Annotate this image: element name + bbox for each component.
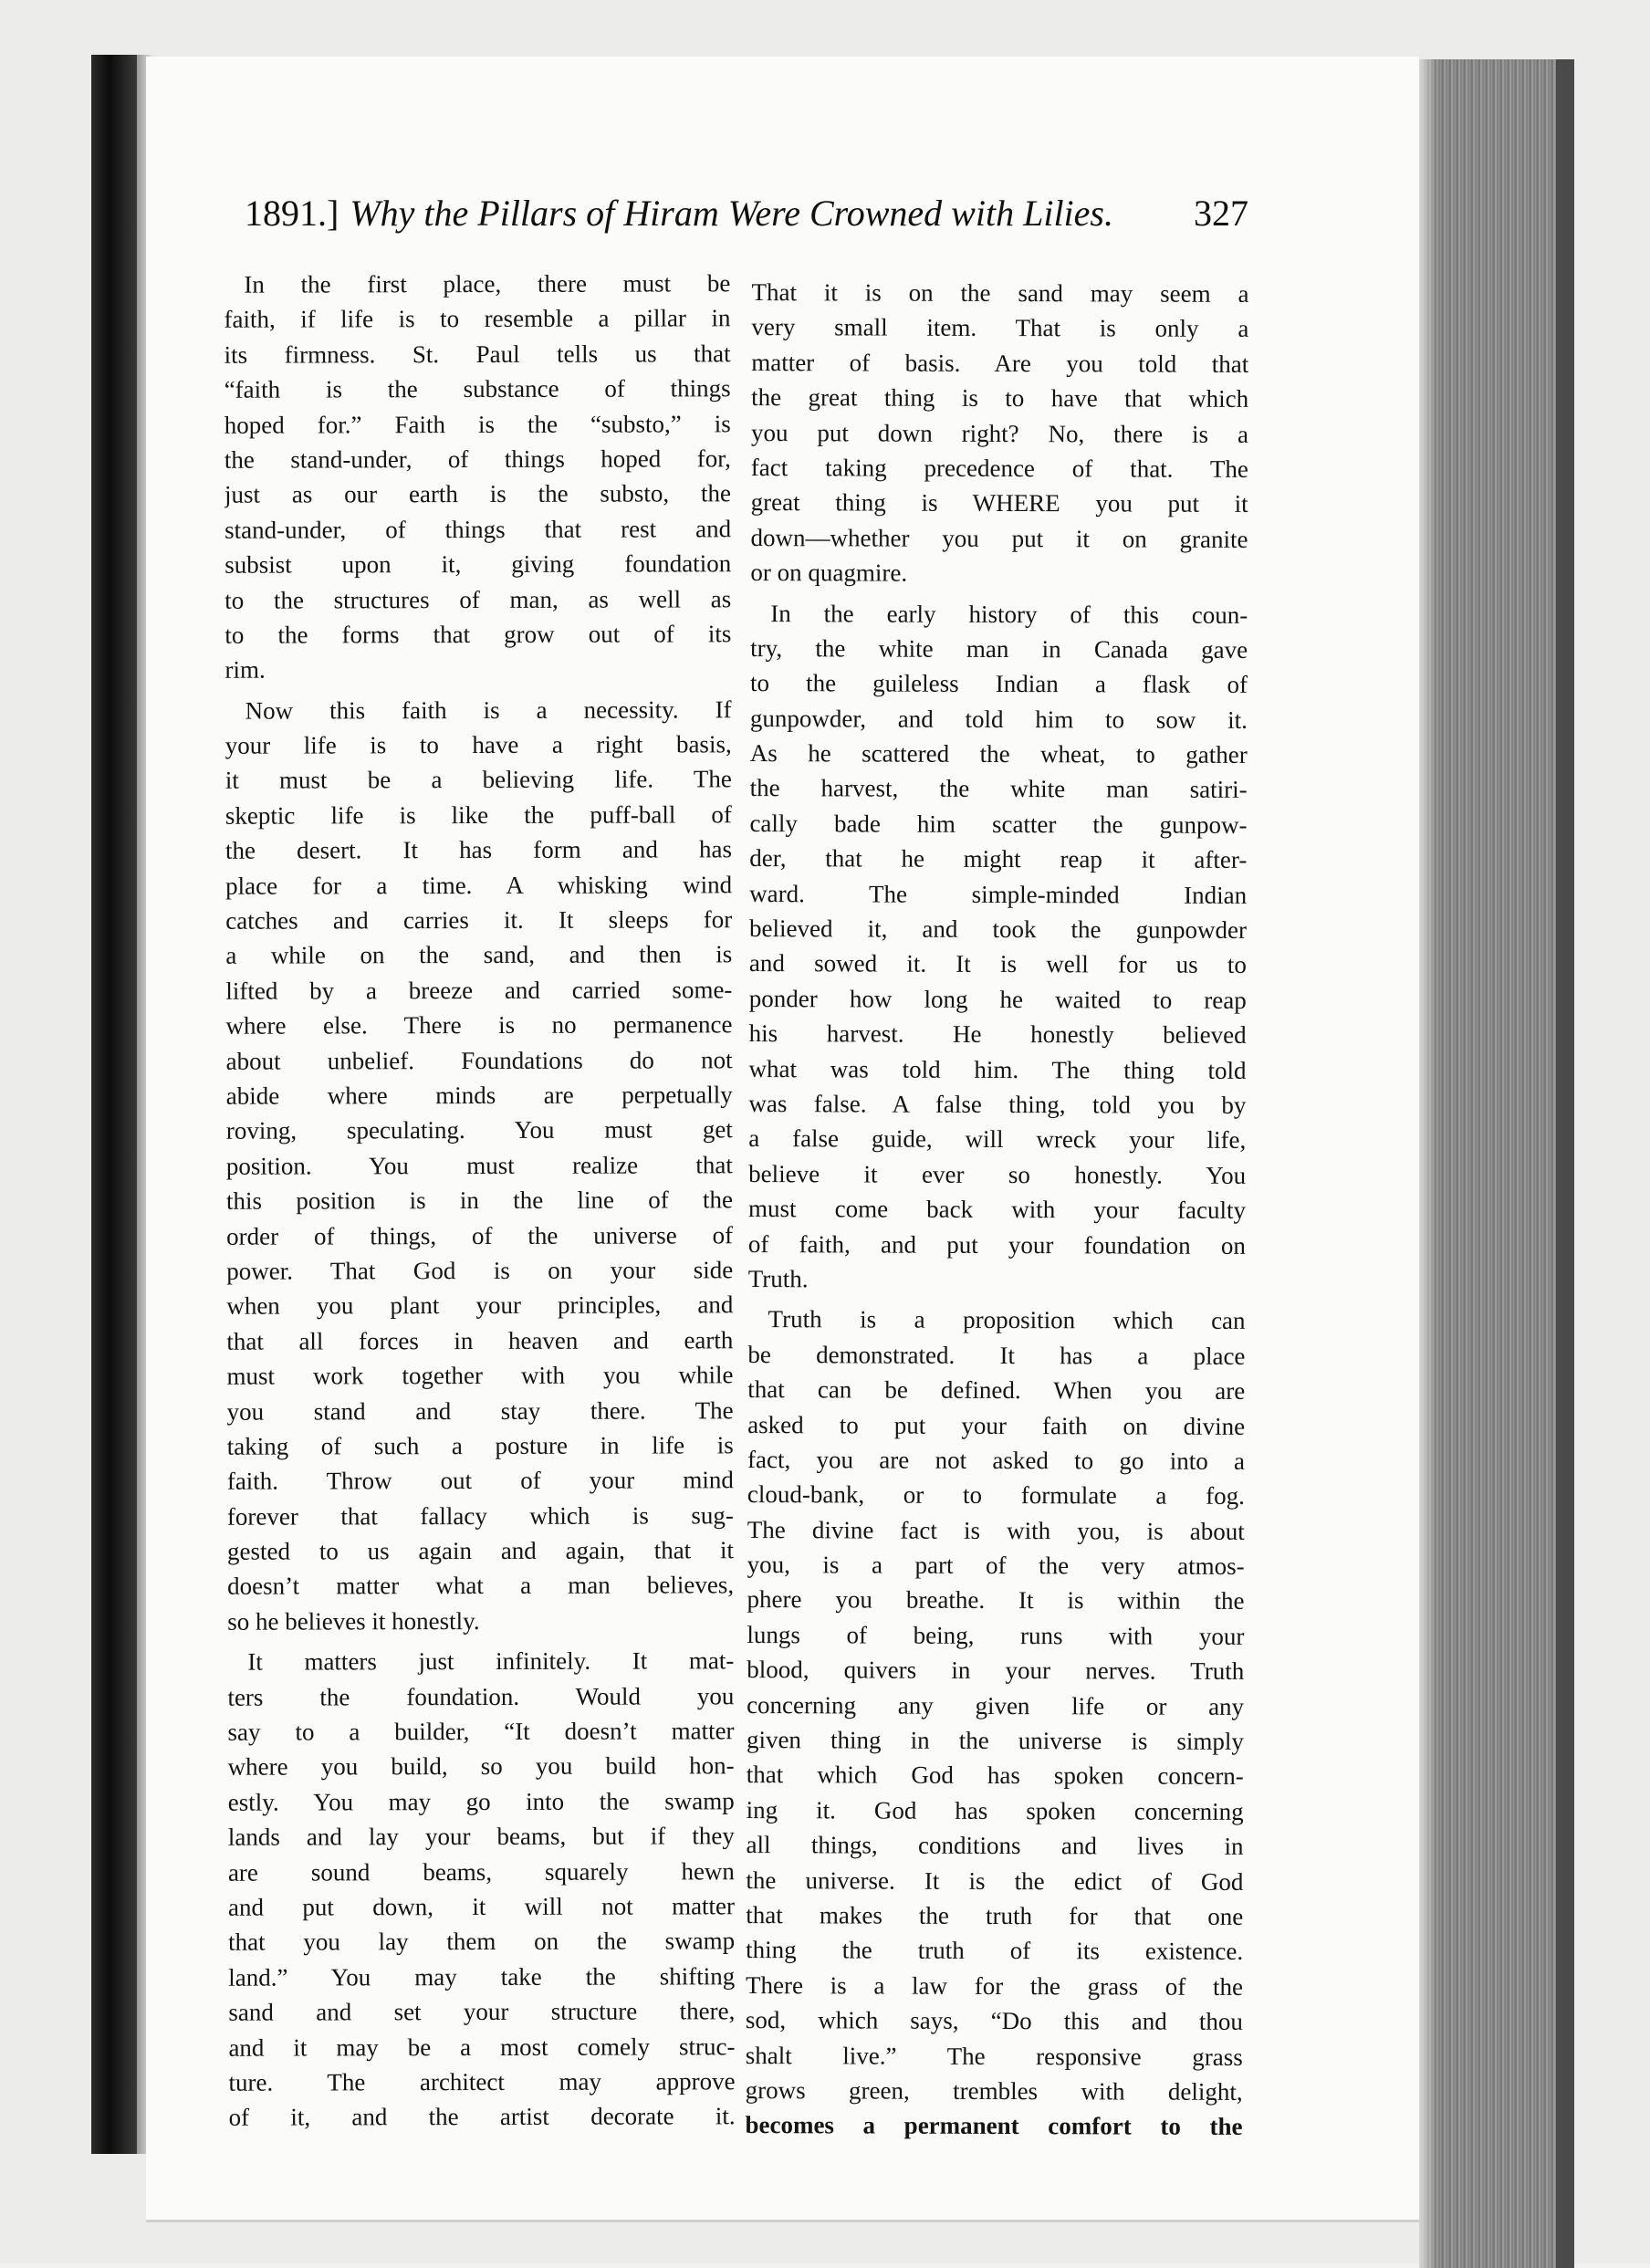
text-line: its firmness. St. Paul tells us that [224,340,731,369]
text-line: or on quagmire. [750,559,908,587]
text-line: you stand and stay there. The [226,1395,734,1426]
text-line: you, is a part of the very atmos- [747,1551,1245,1581]
text-line: shalt live.” The responsive grass [745,2041,1243,2071]
text-line: where else. There is no permanence [225,1010,733,1040]
page-edge-stack [1419,59,1556,2268]
text-line: fact taking precedence of that. The [750,454,1248,483]
text-line: must work together with you while [226,1361,734,1390]
text-line: gunpowder, and told him to sow it. [749,704,1248,734]
text-line: faith. Throw out of your mind [226,1466,734,1496]
text-line: great thing is WHERE you put it [750,488,1248,518]
text-line: just as our earth is the substo, the [224,479,732,509]
text-line: be demonstrated. It has a place [747,1340,1246,1370]
text-line: power. That God is on your side [226,1256,734,1285]
text-line: doesn’t matter what a man believes, [227,1571,735,1601]
text-line: asked to put your faith on divine [747,1410,1246,1440]
book-cover-edge [1556,59,1574,2268]
text-line: ters the foundation. Would you [227,1681,735,1711]
text-line: lands and lay your beams, but if they [227,1822,735,1851]
text-line: that which God has spoken concern- [746,1761,1244,1791]
text-line: It matters just infinitely. It mat- [247,1646,735,1676]
text-line: Now this faith is a necessity. If [245,695,732,725]
text-line: As he scattered the wheat, to gather [749,739,1248,769]
text-line: of faith, and put your foundation on [747,1229,1246,1259]
text-column-left [224,266,735,2135]
text-line: ward. The simple-minded Indian [749,879,1248,909]
text-line: forever that fallacy which is sug- [226,1500,734,1531]
text-line: hoped for.” Faith is the “substo,” is [224,409,731,439]
text-line: the great thing is to have that which [751,383,1249,413]
text-line: skeptic life is like the puff-ball of [225,800,732,830]
page-header [245,192,1248,256]
page-number: 327 [1194,193,1248,234]
text-line: that you lay them on the swamp [228,1927,736,1957]
text-line: place for a time. A whisking wind [225,870,733,900]
text-line: der, that he might reap it after- [749,844,1248,874]
text-line: lifted by a breeze and carried some- [225,976,733,1005]
text-line: abide where minds are perpetually [225,1081,733,1110]
text-line: phere you breathe. It is within the [747,1585,1245,1615]
text-line: and sowed it. It is well for us to [748,949,1247,979]
text-line: taking of such a posture in life is [226,1431,734,1460]
text-line: subsist upon it, giving foundation [225,549,732,579]
text-line: matter of basis. Are you told that [751,348,1249,378]
text-line: cloud-bank, or to formulate a fog. [747,1480,1245,1510]
text-line: believe it ever so honestly. You [748,1159,1247,1189]
text-line: blood, quivers in your nerves. Truth [747,1656,1245,1686]
text-line: rim. [225,655,266,685]
text-line: There is a law for the grass of the [745,1970,1244,2001]
text-line: order of things, of the universe of [226,1220,734,1250]
text-line: In the first place, there must be [244,269,731,298]
text-line: your life is to have a right basis, [225,730,732,759]
text-line: a while on the sand, and then is [225,940,733,970]
header-year: 1891.] [245,193,339,234]
text-line: that makes the truth for that one [746,1901,1244,1930]
text-line: ing it. God has spoken concerning [746,1795,1244,1825]
text-line: his harvest. He honestly believed [748,1019,1247,1050]
text-line: sand and set your structure there, [228,1997,736,2026]
text-line: down—whether you put it on granite [750,523,1248,553]
text-line: very small item. That is only a [751,313,1249,343]
book-binding [91,55,137,2154]
text-line: are sound beams, squarely hewn [227,1856,735,1887]
text-line: of it, and the artist decorate it. [228,2102,736,2132]
text-line: given thing in the universe is simply [746,1726,1245,1755]
text-line: position. You must realize that [225,1151,733,1180]
text-line: when you plant your principles, and [226,1291,734,1321]
text-line: roving, speculating. You must get [225,1115,733,1145]
text-line: to the structures of man, as well as [225,584,732,614]
text-line: concerning any given life or any [747,1690,1245,1720]
text-line: the stand-under, of things hoped for, [224,444,731,474]
text-line: sod, which says, “Do this and thou [745,2006,1243,2036]
text-line: faith, if life is to resemble a pillar in [224,304,731,334]
text-line: to the guileless Indian a flask of [749,669,1248,699]
text-line: where you build, so you build hon- [227,1751,735,1782]
text-line: land.” You may take the shifting [228,1962,736,1991]
text-column-right [745,275,1248,2145]
text-line: try, the white man in Canada gave [750,633,1248,664]
text-line: about unbelief. Foundations do not [225,1045,733,1075]
text-line: so he believes it honestly. [227,1606,480,1636]
text-line: grows green, trembles with delight, [745,2075,1243,2106]
text-line: this position is in the line of the [225,1186,734,1215]
text-line: Truth. [747,1264,809,1293]
text-line: estly. You may go into the swamp [227,1787,735,1816]
text-line: the desert. It has form and has [225,835,733,864]
text-line: stand-under, of things that rest and [225,515,732,544]
text-line: it must be a believing life. The [225,765,732,795]
text-line: ponder how long he waited to reap [748,984,1247,1014]
text-line: believed it, and took the gunpowder [749,915,1248,944]
text-line: The divine fact is with you, is about [747,1515,1245,1545]
text-line: you put down right? No, there is a [750,418,1249,448]
header-title: Why the Pillars of Hiram Were Crowned with Lilies. [350,193,1113,234]
text-line: thing the truth of its existence. [746,1936,1244,1966]
text-line: that can be defined. When you are [747,1375,1246,1406]
running-head [245,192,1248,235]
text-line: what was told him. The thing told [748,1054,1247,1084]
text-line: “faith is the substance of things [224,374,731,403]
text-line: lungs of being, runs with your [747,1620,1245,1650]
text-line: a false guide, will wreck your life, [748,1124,1247,1155]
text-line: fact, you are not asked to go into a [747,1445,1246,1475]
text-line: to the forms that grow out of its [225,620,732,649]
text-line: must come back with your faculty [747,1195,1247,1225]
text-line: Truth is a proposition which can [768,1305,1246,1335]
text-line: was false. A false thing, told you by [748,1090,1247,1119]
text-line: and it may be a most comely struc- [228,2032,736,2062]
text-line: catches and carries it. It sleeps for [225,905,733,935]
text-line: ture. The architect may approve [228,2067,736,2096]
text-line: becomes a permanent comfort to the [745,2111,1243,2141]
text-line: That it is on the sand may seem a [751,278,1249,308]
text-line: and put down, it will not matter [227,1892,736,1921]
text-line: that all forces in heaven and earth [226,1325,734,1355]
text-line: say to a builder, “It doesn’t matter [227,1717,735,1746]
text-line: gested to us again and again, that it [226,1536,735,1565]
text-line: the harvest, the white man satiri- [749,774,1248,804]
text-line: cally bade him scatter the gunpow- [749,809,1248,839]
text-line: In the early history of this coun- [770,599,1248,629]
text-line: the universe. It is the edict of God [746,1866,1244,1896]
text-line: all things, conditions and lives in [746,1831,1244,1861]
